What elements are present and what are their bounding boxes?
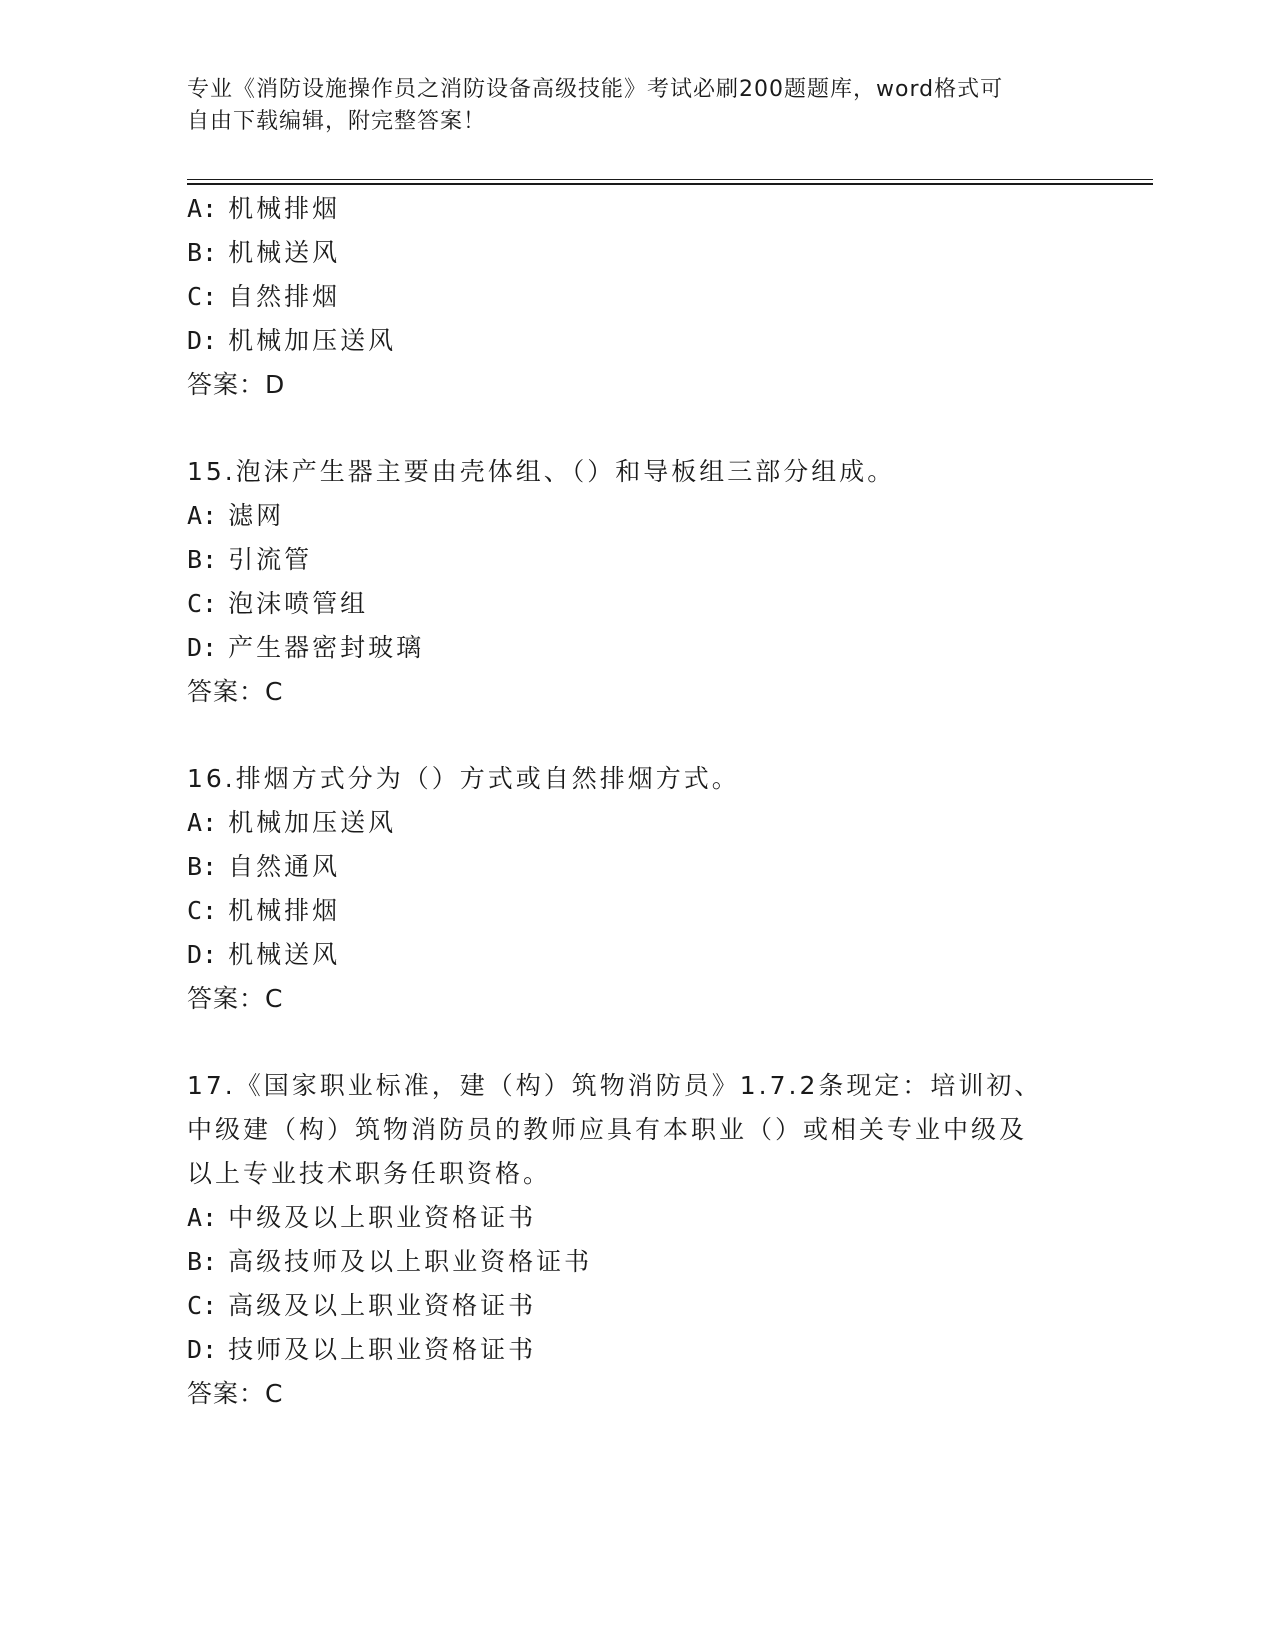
q15-option-b: B: 引流管 — [187, 545, 313, 574]
q17-question-line-3: 以上专业技术职务任职资格。 — [187, 1159, 552, 1188]
q16-option-b: B: 自然通风 — [187, 852, 341, 881]
header-line-1: 专业《消防设施操作员之消防设备高级技能》考试必刷200题题库，word格式可 — [187, 77, 1004, 102]
q17-question-line-1: 17.《国家职业标准，建（构）筑物消防员》1.7.2条现定：培训初、 — [187, 1071, 1043, 1100]
q17-option-a: A: 中级及以上职业资格证书 — [187, 1203, 537, 1232]
q14-answer: 答案：D — [187, 370, 286, 399]
q14-option-a: A: 机械排烟 — [187, 194, 341, 223]
q15-answer: 答案：C — [187, 677, 284, 706]
q17-question-line-2: 中级建（构）筑物消防员的教师应具有本职业（）或相关专业中级及 — [187, 1115, 1028, 1144]
q16-option-d: D: 机械送风 — [187, 940, 341, 969]
q15-option-d: D: 产生器密封玻璃 — [187, 633, 425, 662]
q17-option-c: C: 高级及以上职业资格证书 — [187, 1291, 537, 1320]
q16-answer: 答案：C — [187, 984, 284, 1013]
q14-option-d: D: 机械加压送风 — [187, 326, 397, 355]
q14-option-c: C: 自然排烟 — [187, 282, 341, 311]
header-line-2: 自由下载编辑，附完整答案！ — [187, 109, 487, 134]
header-rule-thick — [187, 183, 1153, 185]
q16-option-c: C: 机械排烟 — [187, 896, 341, 925]
q17-answer: 答案：C — [187, 1379, 284, 1408]
q17-option-d: D: 技师及以上职业资格证书 — [187, 1335, 537, 1364]
document-header — [187, 74, 1067, 138]
q14-option-b: B: 机械送风 — [187, 238, 341, 267]
q16-option-a: A: 机械加压送风 — [187, 808, 397, 837]
q15-question: 15.泡沫产生器主要由壳体组、（）和导板组三部分组成。 — [187, 457, 896, 486]
q15-option-a: A: 滤网 — [187, 501, 285, 530]
q17-option-b: B: 高级技师及以上职业资格证书 — [187, 1247, 593, 1276]
q16-question: 16.排烟方式分为（）方式或自然排烟方式。 — [187, 764, 740, 793]
q15-option-c: C: 泡沫喷管组 — [187, 589, 369, 618]
header-rule-thin — [187, 179, 1153, 180]
